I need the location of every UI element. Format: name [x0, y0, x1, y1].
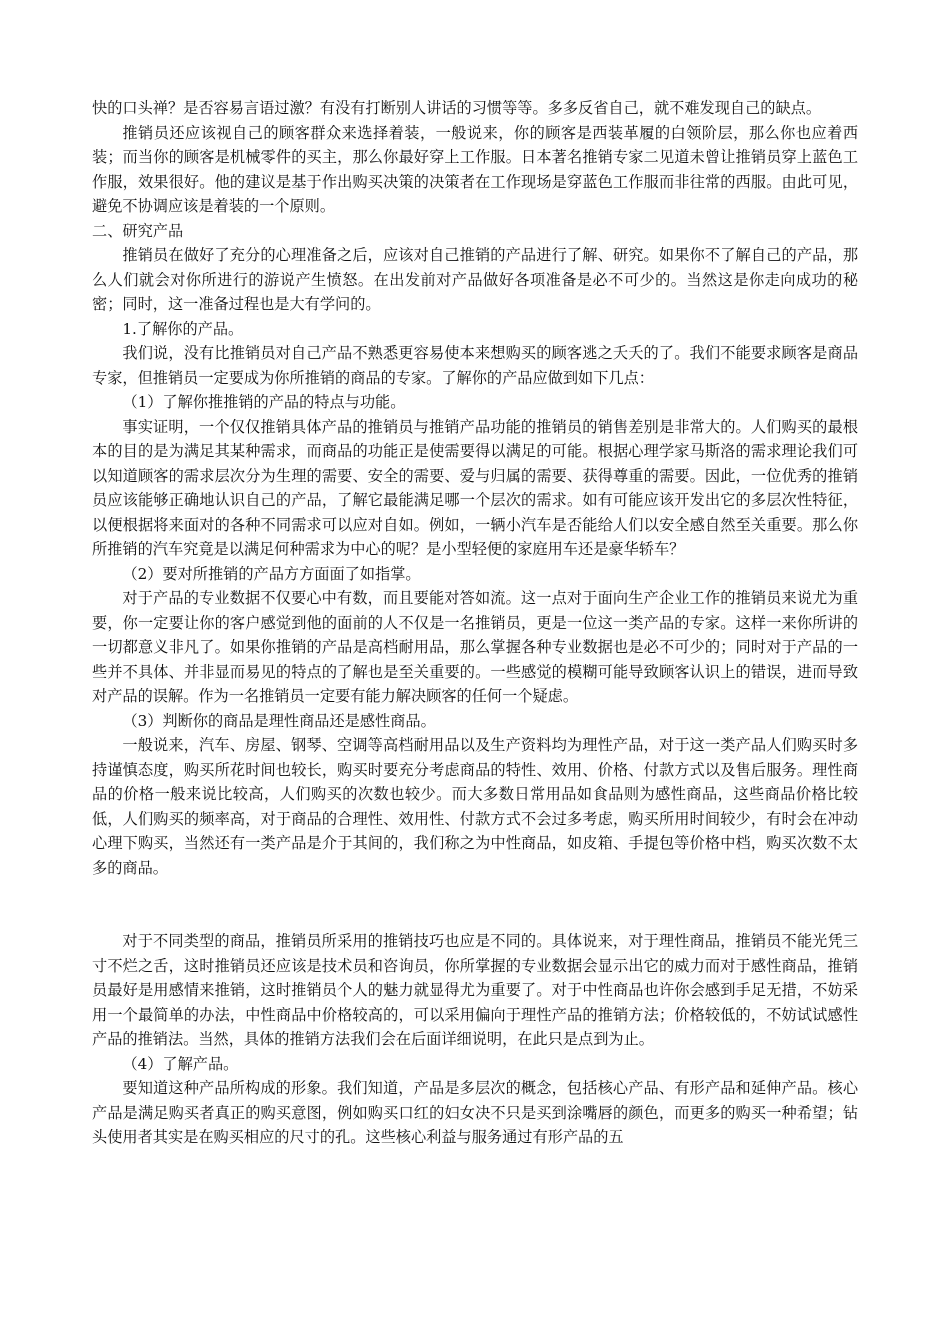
blank-line	[92, 905, 858, 930]
paragraph-continuation: 快的口头禅？是否容易言语过激？有没有打断别人讲话的习惯等等。多多反省自己，就不难发现自己的缺点。	[92, 99, 821, 117]
section-heading-research-product: 二、研究产品	[92, 221, 184, 240]
list-item-2-heading: （2）要对所推销的产品方方面面了如指掌。	[122, 564, 421, 583]
paragraph-attire: 推销员还应该视自己的顾客群众来选择着装，一般说来，你的顾客是西装革履的白领阶层，那么你也应着西装；而当你的顾客是机械零件的买主，那么你最好穿上工作服。日本著名推销专家二见道未曾让推销员穿上蓝色工作服，效果很好。他的建议是基于作出购买决策的决策者在工作现场是穿蓝色工作服而非往常的西服。由此可见，避免不协调应该是着装的一个原则。	[92, 123, 858, 215]
list-item-4-heading: （4）了解产品。	[122, 1054, 239, 1073]
document-page	[92, 96, 858, 1150]
paragraph-professional-data: 对于产品的专业数据不仅要心中有数，而且要能对答如流。这一点对于面向生产企业工作的推销员来说尤为重要，你一定要让你的客户感觉到他的面前的人不仅是一名推销员，更是一位这一类产品的专家。这样一来你所讲的一切都意义非凡了。如果你推销的产品是高档耐用品，那么掌握各种专业数据也是必不可少的；同时对于产品的一些并不具体、并非显而易见的特点的了解也是至关重要的。一些感觉的模糊可能导致顾客认识上的错误，进而导致对产品的误解。作为一名推销员一定要有能力解决顾客的任何一个疑虑。	[92, 589, 858, 705]
subheading-know-product: 1.了解你的产品。	[122, 319, 244, 338]
list-item-1-heading: （1）了解你推推销的产品的特点与功能。	[122, 393, 406, 411]
list-item-3-heading: （3）判断你的商品是理性商品还是感性商品。	[122, 711, 436, 730]
paragraph-sales-techniques: 对于不同类型的商品，推销员所采用的推销技巧也应是不同的。具体说来，对于理性商品，推销员不能光凭三寸不烂之舌，这时推销员还应该是技术员和咨询员，你所掌握的专业数据会显示出它的威力而对于感性商品，推销员最好是用感情来推销，这时推销员个人的魅力就显得尤为重要了。对于中性商品也许你会感到手足无措，不妨采用一个最简单的办法，中性商品中价格较高的，可以采用偏向于理性产品的推销方法；价格较低的，不妨试试感性产品的推销法。当然，具体的推销方法我们会在后面详细说明，在此只是点到为止。	[92, 932, 858, 1048]
paragraph-product-expert: 我们说，没有比推销员对自己产品不熟悉更容易使本来想购买的顾客逃之夭夭的了。我们不能要求顾客是商品专家，但推销员一定要成为你所推销的商品的专家。了解你的产品应做到如下几点：	[92, 344, 858, 387]
paragraph-rational-emotional-goods: 一般说来，汽车、房屋、钢琴、空调等高档耐用品以及生产资料均为理性产品，对于这一类产品人们购买时多持谨慎态度，购买所花时间也较长，购买时要充分考虑商品的特性、效用、价格、付款方式以及售后服务。理性商品的价格一般来说比较高，人们购买的次数也较少。而大多数日常用品如食品则为感性商品，这些商品价格比较低，人们购买的频率高，对于商品的合理性、效用性、付款方式不会过多考虑，购买所用时间较少，有时会在冲动心理下购买，当然还有一类产品是介于其间的，我们称之为中性商品，如皮箱、手提包等价格中档，购买次数不太多的商品。	[92, 736, 858, 877]
paragraph-product-image: 要知道这种产品所构成的形象。我们知道，产品是多层次的概念，包括核心产品、有形产品和延伸产品。核心产品是满足购买者真正的购买意图，例如购买口红的妇女决不只是买到涂嘴唇的颜色，而更多的购买一种希望；钻头使用者其实是在购买相应的尺寸的孔。这些核心利益与服务通过有形产品的五	[92, 1079, 858, 1146]
paragraph-product-preparation: 推销员在做好了充分的心理准备之后，应该对自己推销的产品进行了解、研究。如果你不了解自己的产品，那么人们就会对你所进行的游说产生愤怒。在出发前对产品做好各项准备是必不可少的。当然这是你走向成功的秘密；同时，这一准备过程也是大有学问的。	[92, 246, 858, 313]
paragraph-product-function: 事实证明，一个仅仅推销具体产品的推销员与推销产品功能的推销员的销售差别是非常大的。人们购买的最根本的目的是为满足其某种需求，而商品的功能正是使需要得以满足的可能。根据心理学家马斯洛的需求理论我们可以知道顾客的需求层次分为生理的需要、安全的需要、爱与归属的需要、获得尊重的需要。因此，一位优秀的推销员应该能够正确地认识自己的产品，了解它最能满足哪一个层次的需求。如有可能应该开发出它的多层次性特征，以便根据将来面对的各种不同需求可以应对自如。例如，一辆小汽车是否能给人们以安全感自然至关重要。那么你所推销的汽车究竟是以满足何种需求为中心的呢？是小型轻便的家庭用车还是豪华轿车？	[92, 417, 858, 558]
blank-line	[92, 880, 858, 905]
